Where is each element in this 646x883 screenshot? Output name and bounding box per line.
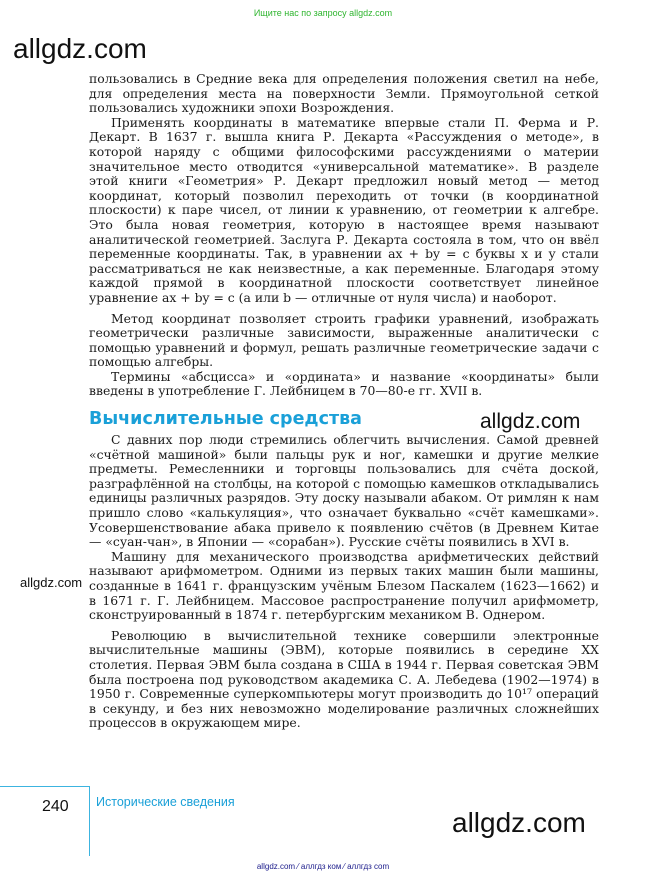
paragraph: Применять координаты в математике впервые стали П. Ферма и Р. Декарт. В 1637 г. вышла книга Р. Декарта «Рассуждения о методе», в которой наряду с общими философскими рассуждениями о материи значительное место отводится «универсальной математике». В разделе этой книги «Геометрия» Р. Декарт предложил новый метод — метод координат, который позволил переходить от точки (в координатной плоскости) к паре чисел, от линии к уравнению, от геометрии к алгебре. Это была новая геометрия, которую в настоящее время называют аналитической геометрией. Заслуга Р. Декарта состояла в том, что он ввёл переменные координаты. Так, в уравнении ax + by = c буквы x и y стали рассматриваться не как неизвестные, а как переменные. Благодаря этому каждой прямой в координатной плоскости соответствует линейное уравнение ax + by = c (a или b — отличные от нуля числа) и наоборот.	[89, 114, 599, 305]
watermark: allgdz.com	[480, 410, 581, 433]
paragraph: пользовались в Средние века для определения положения светил на небе, для определения места на поверхности Земли. Прямоугольной сеткой пользовались художники эпохи Возрождения.	[89, 71, 599, 116]
footer-rule	[0, 786, 90, 787]
watermark: allgdz.com	[13, 33, 147, 64]
footer-divider	[89, 786, 90, 856]
top-watermark-note: Ищите нас по запросу allgdz.com	[253, 8, 393, 18]
page-number: 240	[42, 798, 69, 815]
running-footer-title: Исторические сведения	[96, 795, 235, 809]
page-body	[89, 72, 599, 731]
paragraph: Машину для механического производства арифметических действий называют арифмометром. Одними из первых таких машин были машины, созданные в 1641 г. французским учёным Блезом Паскалем (1623—1662) и в 1671 г. Г. Лейбницем. Массовое распространение получил арифмометр, сконструированный в 1874 г. петербургским механиком В. Однером.	[89, 548, 599, 623]
watermark: allgdz.com	[20, 575, 83, 590]
section-heading: Вычислительные средства	[89, 409, 362, 430]
paragraph: Метод координат позволяет строить графики уравнений, изображать геометрически различные зависимости, выраженные аналитически с помощью уравнений и формул, решать различные геометрические задачи с помощью алгебры.	[89, 310, 599, 370]
bottom-watermark-note: allgdz.com ⁄ аллгдз ком ⁄ аллгдз com	[256, 862, 390, 871]
paragraph: С давних пор люди стремились облегчить вычисления. Самой древней «счётной машиной» были пальцы рук и ног, камешки и другие мелкие предметы. Ремесленники и торговцы пользовались для счёта доской, разграфлённой на столбцы, на которой с помощью камешков откладывались единицы различных разрядов. Эту доску называли абаком. От римлян к нам пришло слово «калькуляция», что означает буквально «счёт камешками». Усовершенствование абака привело к появлению счётов (в Древнем Китае — «суан-чан», в Японии — «сорабан»). Русские счёты появились в XVI в.	[89, 432, 599, 550]
paragraph: Термины «абсцисса» и «ордината» и название «координаты» были введены в употребление Г. Лейбницем в 70—80-е гг. XVII в.	[89, 368, 599, 399]
watermark: allgdz.com	[452, 807, 586, 838]
paragraph: Революцию в вычислительной технике совершили электронные вычислительные машины (ЭВМ), которые появились в середине XX столетия. Первая ЭВМ была создана в США в 1944 г. Первая советская ЭВМ была построена под руководством академика С. А. Лебедева (1902—1974) в 1950 г. Современные суперкомпьютеры могут производить до 10¹⁷ операций в секунду, и без них невозможно моделирование различных сложнейших процессов в окружающем мире.	[89, 627, 599, 731]
